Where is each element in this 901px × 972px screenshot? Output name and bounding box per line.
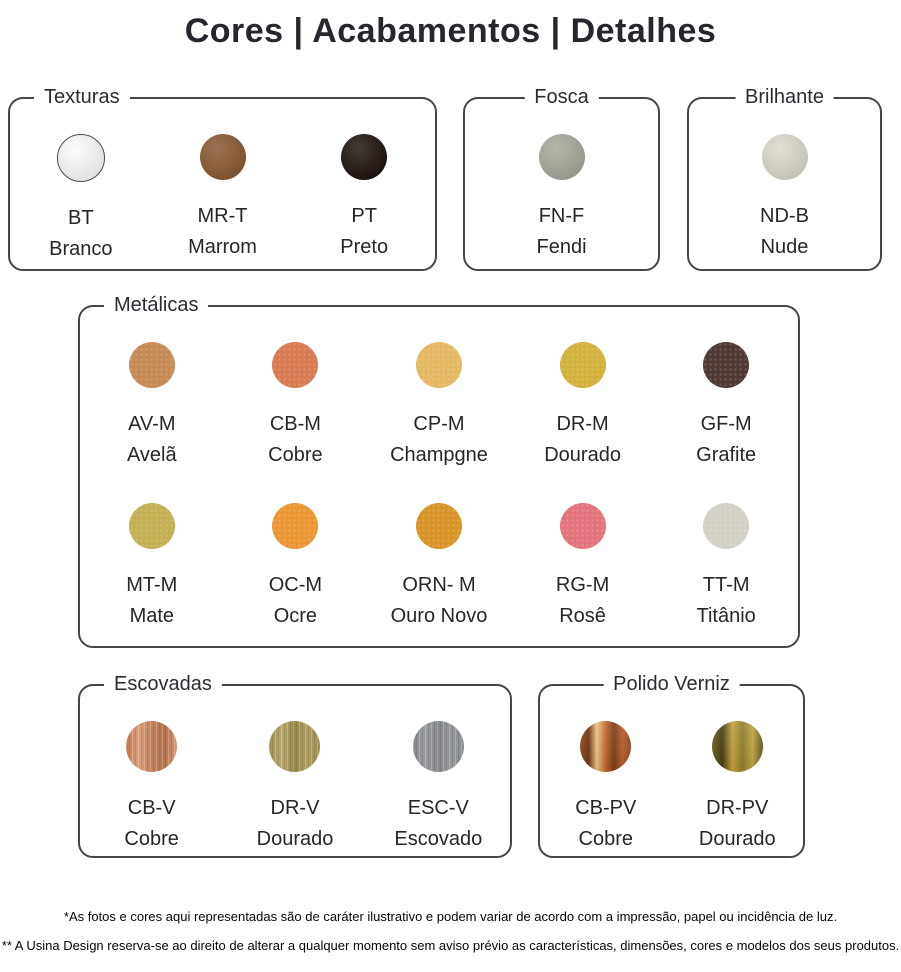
swatch-row <box>465 134 658 259</box>
swatch-code: AV-M <box>128 413 176 435</box>
swatch-name: Nude <box>760 236 809 258</box>
swatch-item <box>672 721 804 851</box>
swatch-name: Cobre <box>124 828 179 850</box>
section-legend-fosca: Fosca <box>524 85 598 109</box>
swatch-code: CB-M <box>269 413 321 435</box>
swatch-item <box>654 503 798 628</box>
swatch-circle-ORN-M <box>416 503 462 549</box>
swatch-circle-CB-M <box>272 342 318 388</box>
swatch-circle-BT <box>57 134 105 182</box>
swatch-code: RG-M <box>555 574 610 596</box>
swatch-circle-GF-M <box>703 342 749 388</box>
section-legend-escovadas: Escovadas <box>104 672 222 696</box>
swatch-circle-OC-M <box>272 503 318 549</box>
section-box-escovadas <box>78 673 512 858</box>
swatch-circle-MR-T <box>200 134 246 180</box>
swatch-circle-DR-M <box>560 342 606 388</box>
swatch-item <box>654 342 798 467</box>
footnotes <box>0 902 901 960</box>
swatch-item <box>511 342 655 467</box>
swatch-item <box>511 503 655 628</box>
section-legend-polido-verniz: Polido Verniz <box>603 672 740 696</box>
swatch-rows <box>10 99 435 261</box>
swatch-item <box>80 503 224 628</box>
swatch-rows <box>80 307 798 628</box>
section-box-texturas <box>8 86 437 271</box>
section-legend-metalicas: Metálicas <box>104 293 208 317</box>
footnote-line: *As fotos e cores aqui representadas são de caráter ilustrativo e podem variar de acordo com a impressão, papel ou incidência de luz. <box>63 909 838 924</box>
swatch-circle-DR-V <box>269 721 320 772</box>
swatch-row <box>80 342 798 467</box>
swatch-item <box>689 134 880 259</box>
swatch-code: OC-M <box>268 574 323 596</box>
swatch-item <box>540 721 672 851</box>
section-box-brilhante <box>687 86 882 271</box>
swatch-rows <box>80 686 510 851</box>
swatch-circle-CB-V <box>126 721 177 772</box>
swatch-item <box>223 721 366 851</box>
swatch-circle-CP-M <box>416 342 462 388</box>
swatch-name: Titânio <box>696 605 756 627</box>
swatch-row <box>689 134 880 259</box>
swatch-circle-ESC-V <box>413 721 464 772</box>
swatch-item <box>224 503 368 628</box>
swatch-circle-TT-M <box>703 503 749 549</box>
swatch-code: ORN- M <box>402 574 476 596</box>
swatch-item <box>367 342 511 467</box>
swatch-name: Rosê <box>559 605 606 627</box>
swatch-name: Mate <box>129 605 175 627</box>
swatch-name: Branco <box>49 238 113 260</box>
swatch-rows <box>465 99 658 259</box>
swatch-item <box>224 342 368 467</box>
swatch-code: DR-V <box>270 797 320 819</box>
swatch-item <box>152 134 294 261</box>
swatch-code: ESC-V <box>407 797 469 819</box>
section-legend-texturas: Texturas <box>34 85 130 109</box>
swatch-item <box>367 721 510 851</box>
swatch-circle-ND-B <box>762 134 808 180</box>
swatch-code: BT <box>68 207 94 229</box>
swatch-circle-RG-M <box>560 503 606 549</box>
swatch-item <box>10 134 152 261</box>
swatch-code: MT-M <box>126 574 178 596</box>
swatch-rows <box>689 99 880 259</box>
swatch-code: CB-PV <box>575 797 637 819</box>
swatch-name: Fendi <box>536 236 587 258</box>
swatch-item <box>80 721 223 851</box>
swatch-item <box>293 134 435 261</box>
footnote-line: ** A Usina Design reserva-se ao direito de alterar a qualquer momento sem aviso prévio as características, dimensões, cores e modelos dos seus produtos. <box>1 938 900 953</box>
swatch-name: Dourado <box>256 828 334 850</box>
swatch-name: Cobre <box>578 828 633 850</box>
swatch-rows <box>540 686 803 851</box>
swatch-code: MR-T <box>197 205 248 227</box>
swatch-name: Avelã <box>126 444 177 466</box>
swatch-circle-CB-PV <box>580 721 631 772</box>
swatch-circle-PT <box>341 134 387 180</box>
swatch-code: DR-M <box>556 413 609 435</box>
swatch-item <box>80 342 224 467</box>
swatch-name: Preto <box>340 236 389 258</box>
swatch-code: TT-M <box>702 574 750 596</box>
section-box-polido-verniz <box>538 673 805 858</box>
swatch-name: Champgne <box>390 444 488 466</box>
swatch-name: Marrom <box>188 236 257 258</box>
swatch-code: GF-M <box>700 413 752 435</box>
swatch-circle-FN-F <box>539 134 585 180</box>
swatch-code: ND-B <box>760 205 809 227</box>
swatch-code: FN-F <box>538 205 585 227</box>
swatch-row <box>10 134 435 261</box>
swatch-row <box>540 721 803 851</box>
swatch-row <box>80 721 510 851</box>
swatch-item <box>465 134 658 259</box>
swatch-name: Dourado <box>698 828 776 850</box>
swatch-code: CB-V <box>127 797 176 819</box>
section-legend-brilhante: Brilhante <box>735 85 834 109</box>
page-title: Cores | Acabamentos | Detalhes <box>184 12 717 50</box>
swatch-item <box>367 503 511 628</box>
swatch-name: Dourado <box>544 444 621 466</box>
section-box-fosca <box>463 86 660 271</box>
swatch-name: Grafite <box>696 444 757 466</box>
swatch-code: DR-PV <box>706 797 769 819</box>
swatch-code: PT <box>351 205 377 227</box>
swatch-name: Cobre <box>268 444 323 466</box>
swatch-circle-AV-M <box>129 342 175 388</box>
swatch-circle-DR-PV <box>712 721 763 772</box>
swatch-circle-MT-M <box>129 503 175 549</box>
swatch-name: Escovado <box>394 828 483 850</box>
swatch-row <box>80 503 798 628</box>
swatch-name: Ocre <box>273 605 318 627</box>
section-box-metalicas <box>78 294 800 648</box>
swatch-name: Ouro Novo <box>390 605 488 627</box>
swatch-code: CP-M <box>413 413 465 435</box>
